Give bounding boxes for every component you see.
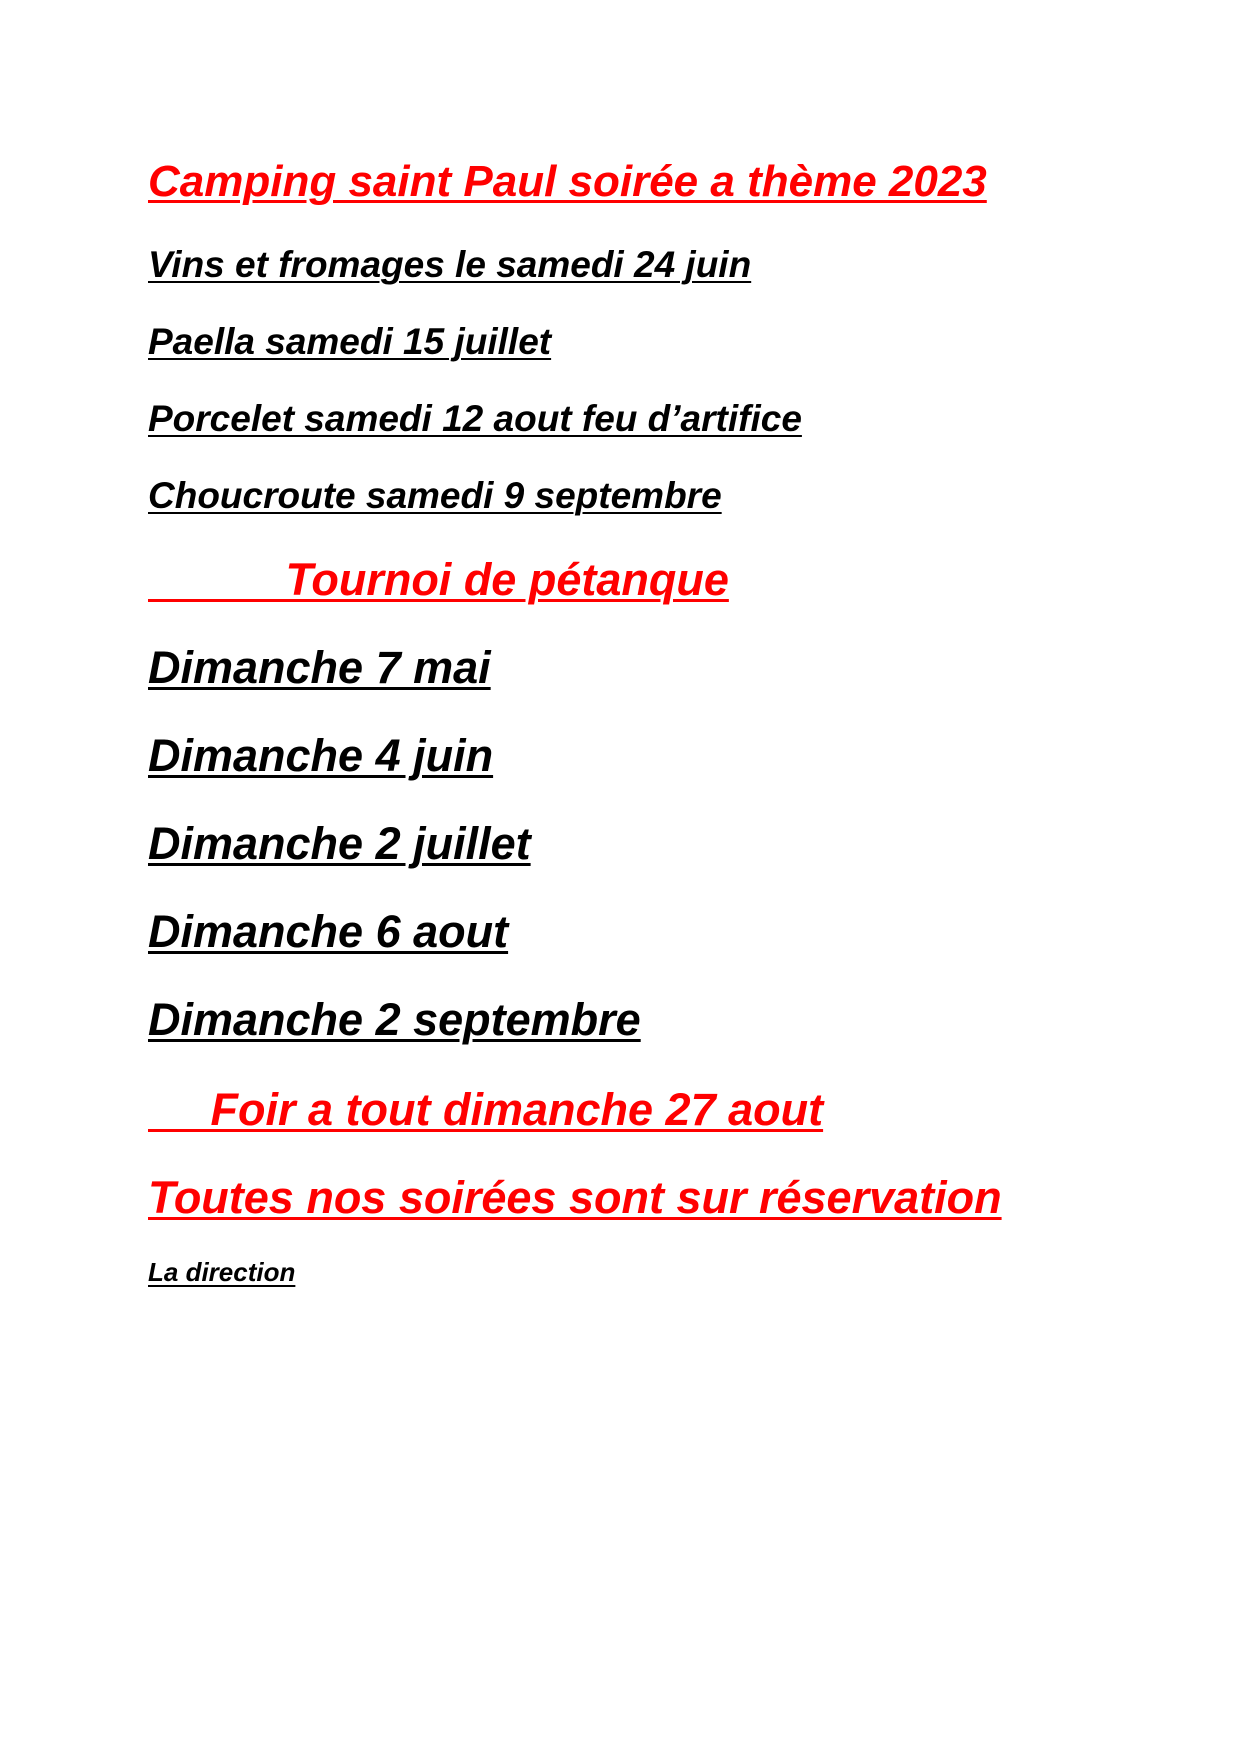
reservation-note: Toutes nos soirées sont sur réservation [148,1172,1002,1223]
document-title: Camping saint Paul soirée a thème 2023 [148,157,987,206]
petanque-date: Dimanche 6 aout [148,906,509,957]
soiree-item: Choucroute samedi 9 septembre [148,475,722,516]
soiree-item: Paella samedi 15 juillet [148,321,552,362]
signature: La direction [148,1257,296,1287]
petanque-date: Dimanche 7 mai [148,642,491,693]
petanque-date: Dimanche 2 juillet [148,818,531,869]
petanque-heading: Tournoi de pétanque [148,554,729,605]
soiree-item: Porcelet samedi 12 aout feu d’artifice [148,398,802,439]
foire-heading: Foir a tout dimanche 27 aout [148,1084,824,1135]
petanque-date: Dimanche 4 juin [148,730,494,781]
petanque-date: Dimanche 2 septembre [148,994,641,1045]
soiree-item: Vins et fromages le samedi 24 juin [148,244,752,285]
